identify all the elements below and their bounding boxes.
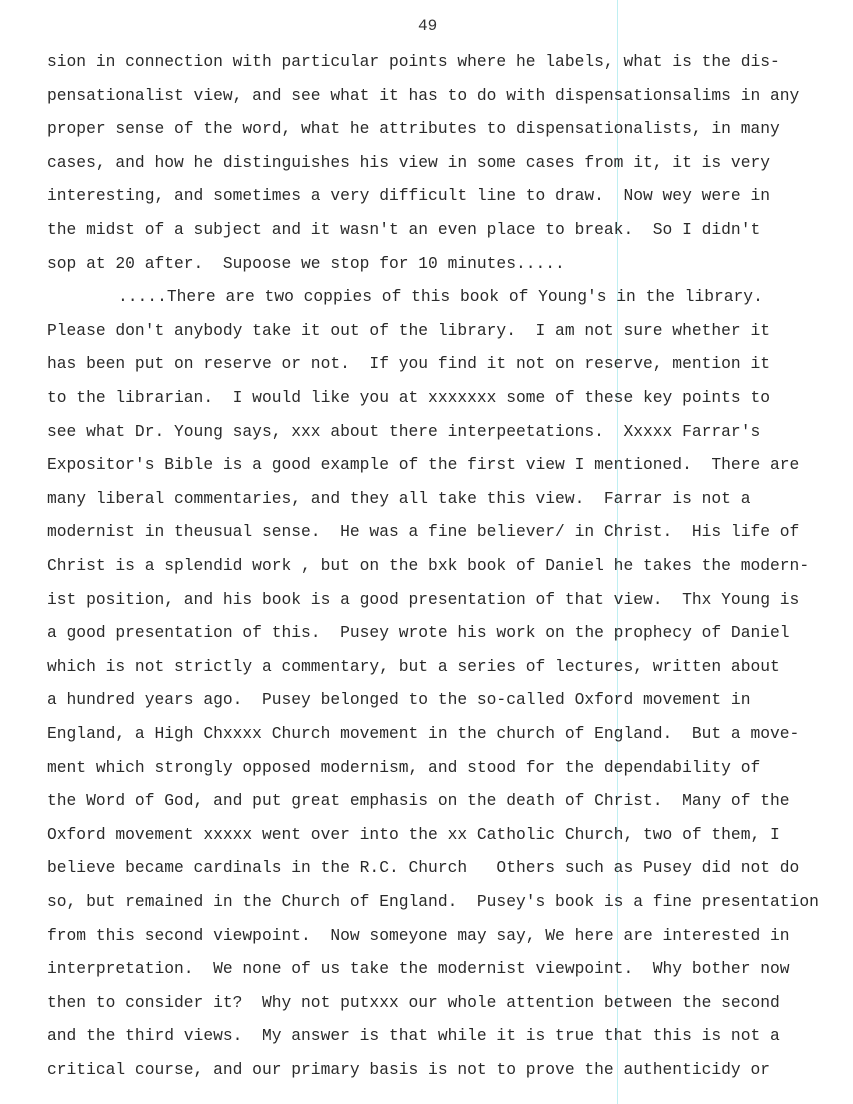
text-line: pensationalist view, and see what it has to do with dispensationsalims in any (47, 85, 800, 105)
text-line: Please don't anybody take it out of the library. I am not sure whether it (47, 320, 771, 340)
text-line: ment which strongly opposed modernism, and stood for the dependability of (47, 757, 761, 777)
text-line: many liberal commentaries, and they all take this view. Farrar is not a (47, 488, 751, 508)
text-line: has been put on reserve or not. If you find it not on reserve, mention it (47, 354, 771, 374)
text-line: see what Dr. Young says, xxx about there interpeetations. Xxxxx Farrar's (47, 421, 761, 441)
text-line: believe became cardinals in the R.C. Church Others such as Pusey did not do (47, 858, 800, 878)
text-line: England, a High Chxxxx Church movement in the church of England. But a move- (47, 724, 800, 743)
text-line: then to consider it? Why not putxxx our whole attention between the second (47, 992, 780, 1012)
page-number: 49 (418, 17, 438, 35)
text-line: the midst of a subject and it wasn't an even place to break. So I didn't (47, 220, 761, 239)
text-line: Expositor's Bible is a good example of the first view I mentioned. There are (47, 455, 800, 475)
text-line: interesting, and sometimes a very difficult line to draw. Now wey were in (47, 186, 771, 206)
text-line: so, but remained in the Church of England. Pusey's book is a fine presentation (47, 892, 819, 911)
text-line: .....There are two coppies of this book of Young's in the library. (118, 287, 763, 307)
text-line: critical course, and our primary basis is not to prove the authenticidy or (47, 1060, 771, 1079)
text-line: to the librarian. I would like you at xxxxxxx some of these key points to (47, 388, 771, 407)
text-line: Oxford movement xxxxx went over into the xx Catholic Church, two of them, I (47, 824, 780, 844)
text-line: a hundred years ago. Pusey belonged to the so-called Oxford movement in (47, 690, 751, 710)
text-line: the Word of God, and put great emphasis on the death of Christ. Many of the (47, 791, 790, 811)
text-line: cases, and how he distinguishes his view in some cases from it, it is very (47, 152, 771, 172)
text-line: Christ is a splendid work , but on the bxk book of Daniel he takes the modern- (47, 556, 810, 575)
text-line: a good presentation of this. Pusey wrote his work on the prophecy of Daniel (47, 623, 790, 643)
text-line: sion in connection with particular points where he labels, what is the dis- (47, 52, 780, 71)
text-line: proper sense of the word, what he attributes to dispensationalists, in many (47, 119, 780, 139)
text-line: from this second viewpoint. Now someyone may say, We here are interested in (47, 925, 790, 945)
text-line: and the third views. My answer is that while it is true that this is not a (47, 1026, 780, 1046)
text-line: which is not strictly a commentary, but a series of lectures, written about (47, 656, 780, 676)
text-line: modernist in theusual sense. He was a fine believer/ in Christ. His life of (47, 522, 800, 542)
text-line: sop at 20 after. Supoose we stop for 10 minutes..... (47, 253, 565, 273)
text-line: interpretation. We none of us take the modernist viewpoint. Why bother now (47, 959, 790, 979)
text-line: ist position, and his book is a good presentation of that view. Thx Young is (47, 589, 800, 609)
